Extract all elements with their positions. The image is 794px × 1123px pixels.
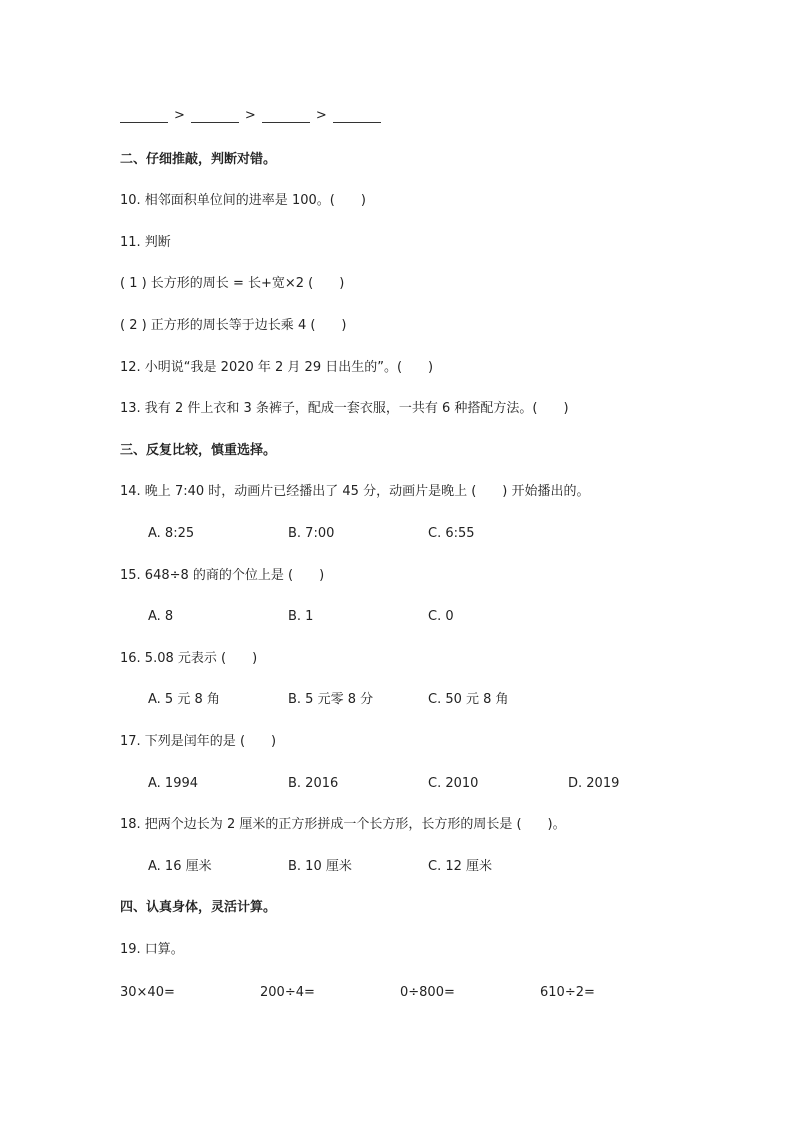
option-d[interactable]: D. 2019 xyxy=(568,776,620,791)
section-heading-judge: 二、仔细推敲，判断对错。 xyxy=(120,152,277,167)
option-c[interactable]: C. 2010 xyxy=(428,776,479,791)
option-b[interactable]: B. 2016 xyxy=(288,776,339,791)
question-13: 13. 我有 2 件上衣和 3 条裤子，配成一套衣服，一共有 6 种搭配方法。( ) xyxy=(120,401,569,416)
expression-3: 0÷800= xyxy=(400,985,455,1000)
greater-than-sign: > xyxy=(174,108,185,123)
option-a[interactable]: A. 5 元 8 角 xyxy=(148,692,220,707)
section-heading-calc: 四、认真身体，灵活计算。 xyxy=(120,900,277,915)
greater-than-sign: > xyxy=(315,108,327,123)
question-15: 15. 648÷8 的商的个位上是 ( ) xyxy=(120,568,325,583)
compare-blanks-row xyxy=(120,108,381,123)
question-11: 11. 判断 xyxy=(120,235,171,250)
option-c[interactable]: C. 6:55 xyxy=(428,526,475,541)
question-19: 19. 口算。 xyxy=(120,942,184,957)
answer-blank-2[interactable] xyxy=(191,108,239,123)
option-a[interactable]: A. 1994 xyxy=(148,776,199,791)
expression-1: 30×40= xyxy=(120,985,175,1000)
option-c[interactable]: C. 12 厘米 xyxy=(428,859,493,874)
option-a[interactable]: A. 8 xyxy=(148,609,174,624)
question-18: 18. 把两个边长为 2 厘米的正方形拼成一个长方形，长方形的周长是 ( )。 xyxy=(120,817,566,832)
question-11-part-1: ( 1 ) 长方形的周长 = 长+宽×2 ( ) xyxy=(120,276,345,291)
option-c[interactable]: C. 0 xyxy=(428,609,454,624)
greater-than-sign: > xyxy=(244,108,256,123)
option-b[interactable]: B. 5 元零 8 分 xyxy=(288,692,374,707)
question-14: 14. 晚上 7:40 时，动画片已经播出了 45 分，动画片是晚上 ( ) 开始播出的。 xyxy=(120,484,590,499)
question-17: 17. 下列是闰年的是 ( ) xyxy=(120,734,277,749)
option-b[interactable]: B. 7:00 xyxy=(288,526,335,541)
option-a[interactable]: A. 8:25 xyxy=(148,526,195,541)
option-b[interactable]: B. 10 厘米 xyxy=(288,859,352,874)
option-b[interactable]: B. 1 xyxy=(288,609,314,624)
question-16: 16. 5.08 元表示 ( ) xyxy=(120,651,258,666)
section-heading-choice: 三、反复比较，慎重选择。 xyxy=(120,443,277,458)
answer-blank-1[interactable] xyxy=(120,108,168,123)
option-c[interactable]: C. 50 元 8 角 xyxy=(428,692,509,707)
option-a[interactable]: A. 16 厘米 xyxy=(148,859,212,874)
expression-4: 610÷2= xyxy=(540,985,595,1000)
question-12: 12. 小明说“我是 2020 年 2 月 29 日出生的”。( ) xyxy=(120,360,434,375)
answer-blank-3[interactable] xyxy=(262,108,310,123)
question-11-part-2: ( 2 ) 正方形的周长等于边长乘 4 ( ) xyxy=(120,318,347,333)
expression-2: 200÷4= xyxy=(260,985,315,1000)
question-10: 10. 相邻面积单位间的进率是 100。( ) xyxy=(120,193,366,208)
answer-blank-4[interactable] xyxy=(333,108,381,123)
